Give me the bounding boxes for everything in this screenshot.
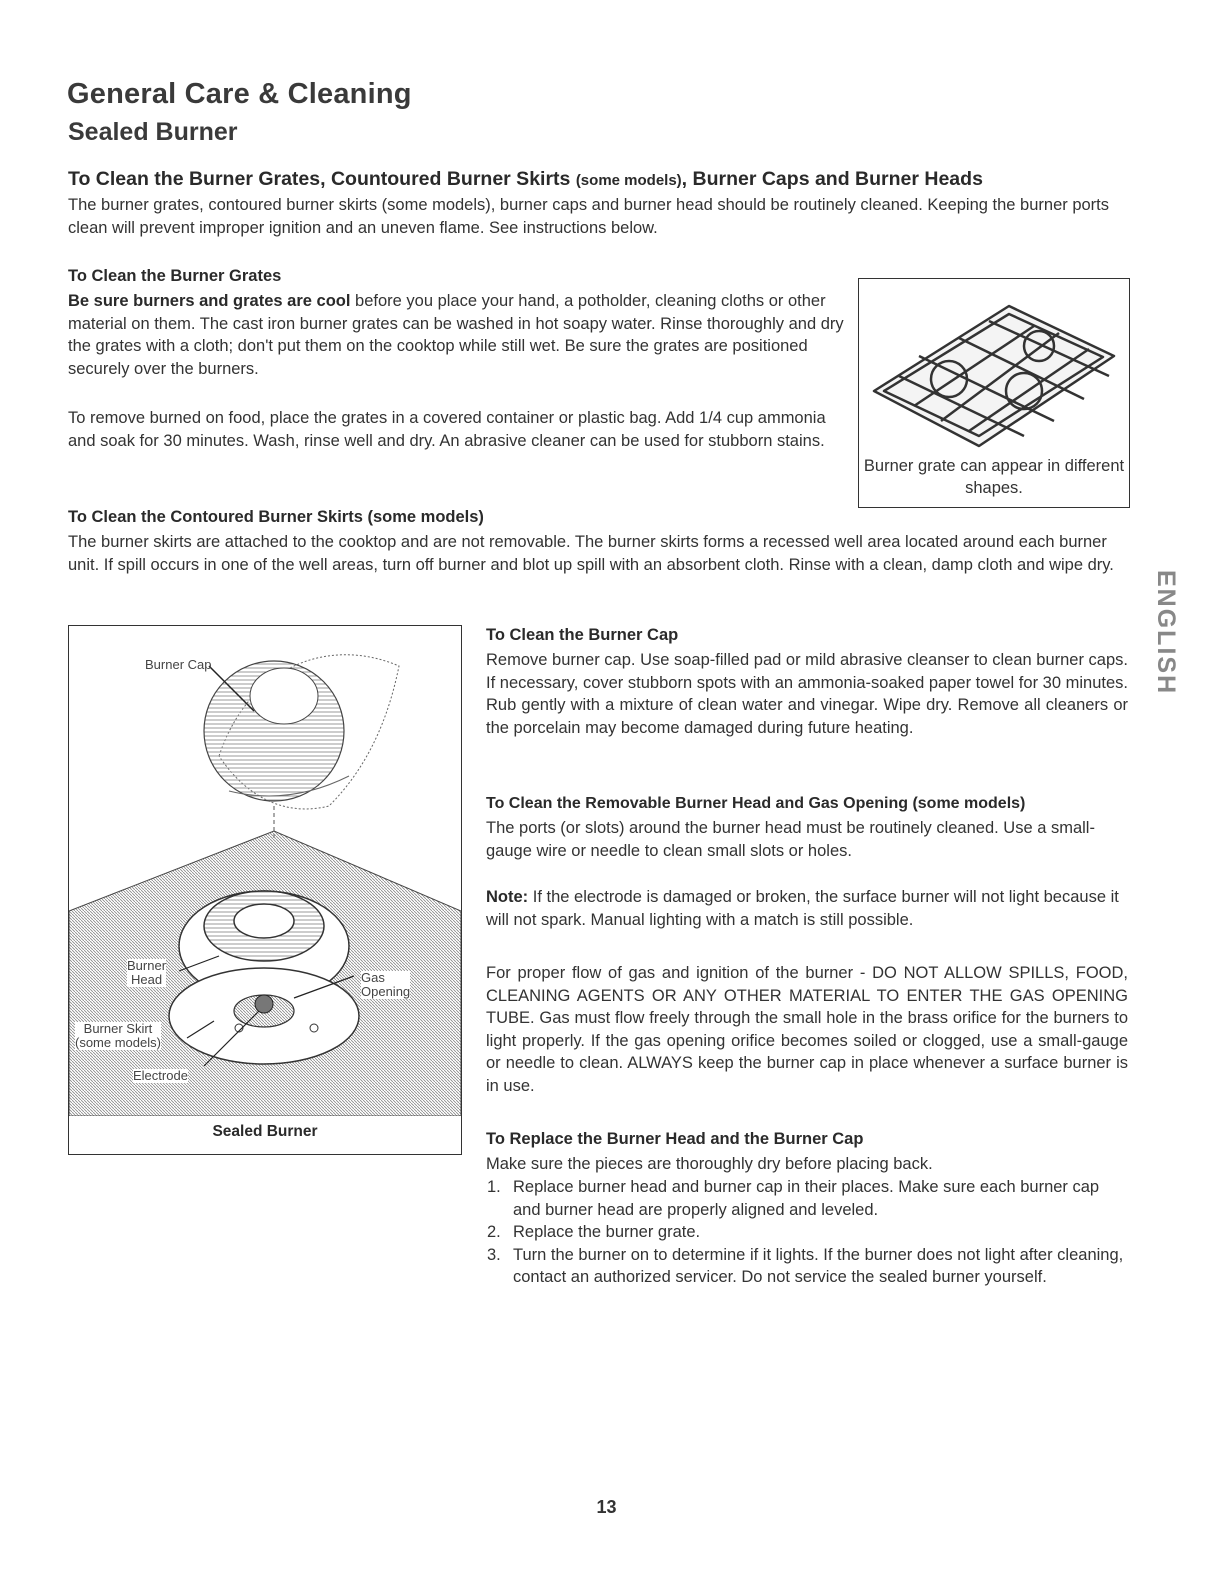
- step-3: [486, 1244, 1128, 1289]
- main-heading-start: To Clean the Burner Grates, Countoured Burner Skirts: [68, 168, 571, 190]
- cap-paragraph: Remove burner cap. Use soap-filled pad or mild abrasive cleanser to clean burner caps. If necessary, cover stubborn spots with an ammonia-soaked paper towel for 30 minutes. Rub gently with a mixture of clean water and vinegar. Wipe dry. Remove all cleaners or the porcelain may become damaged during future heating.: [486, 651, 1128, 737]
- label-electrode: Electrode: [133, 1068, 188, 1083]
- label-burner-cap: Burner Cap: [145, 657, 212, 672]
- step-2-number: 2.: [487, 1223, 501, 1241]
- label-burner-head-2: Head: [130, 972, 163, 987]
- skirts-paragraph: The burner skirts are attached to the cooktop and are not removable. The burner skirts forms a recessed well area located around each burner unit. If spill occurs in one of the well areas, turn off burner and blot up spill with an absorbent cloth. Rinse with a clean, damp cloth and wipe dry.: [68, 533, 1114, 574]
- head-heading: To Clean the Removable Burner Head and Gas Opening (some models): [486, 795, 1026, 812]
- label-burner-head: [127, 959, 166, 987]
- page-number: 13: [596, 1497, 617, 1517]
- sealed-burner-figure: [68, 625, 462, 1155]
- label-gas-1: Gas: [361, 970, 385, 985]
- burner-grate-illustration: [859, 281, 1129, 451]
- intro-paragraph: The burner grates, contoured burner skirts (some models), burner caps and burner head should be routinely cleaned. Keeping the burner ports clean will prevent improper ignition and an uneven flame. See instructions below.: [68, 196, 1110, 237]
- skirts-heading: To Clean the Contoured Burner Skirts (some models): [68, 508, 484, 526]
- label-skirt-2: (some models): [75, 1035, 161, 1050]
- label-gas-2: Opening: [361, 984, 411, 999]
- grates-heading: To Clean the Burner Grates: [68, 267, 282, 285]
- main-heading: [68, 168, 983, 191]
- note-label: Note:: [486, 888, 529, 906]
- replace-steps: [486, 1176, 1128, 1289]
- cap-heading: To Clean the Burner Cap: [486, 626, 679, 644]
- step-1: [486, 1176, 1128, 1221]
- grate-figure: [858, 278, 1130, 508]
- page-title: General Care & Cleaning: [67, 78, 412, 110]
- label-burner-skirt: [75, 1022, 161, 1050]
- step-1-text: Replace burner head and burner cap in their places. Make sure each burner cap and burner head are properly aligned and leveled.: [513, 1178, 1100, 1219]
- replace-intro: Make sure the pieces are thoroughly dry before placing back.: [486, 1155, 933, 1173]
- step-3-text: Turn the burner on to determine if it lights. If the burner does not light after cleaning, contact an authorized servicer. Do not service the sealed burner yourself.: [513, 1245, 1124, 1286]
- label-burner-head-1: Burner: [127, 958, 167, 973]
- main-heading-end: , Burner Caps and Burner Heads: [681, 168, 983, 190]
- grates-paragraph-2: To remove burned on food, place the grates in a covered container or plastic bag. Add 1/4 cup ammonia and soak for 30 minutes. Wash, rinse well and dry. An abrasive cleaner can be used for stubborn stains.: [68, 409, 826, 450]
- main-heading-small: (some models): [575, 172, 682, 189]
- flow-paragraph: For proper flow of gas and ignition of the burner - DO NOT ALLOW SPILLS, FOOD, CLEANING AGENTS OR ANY OTHER MATERIAL TO ENTER THE GAS OPENING TUBE. Gas must flow freely through the small hole in the brass orifice for the burners to light properly. If the gas opening orifice becomes soiled or clogged, use a small-gauge or needle to clean. ALWAYS keep the burner cap in place whenever a surface burner is in use.: [486, 964, 1128, 1095]
- section-title: Sealed Burner: [68, 118, 238, 146]
- note-paragraph: [486, 886, 1128, 931]
- step-2-text: Replace the burner grate.: [513, 1223, 701, 1241]
- replace-heading: To Replace the Burner Head and the Burner Cap: [486, 1130, 864, 1148]
- grates-lead: Be sure burners and grates are cool: [68, 292, 351, 310]
- grates-paragraph-1: [68, 290, 846, 380]
- grate-caption: Burner grate can appear in different shapes.: [863, 457, 1125, 497]
- step-2: [486, 1221, 1128, 1244]
- step-3-number: 3.: [487, 1245, 501, 1264]
- label-gas-opening: [361, 971, 410, 999]
- grates-text: before you place your hand, a potholder, cleaning cloths or other material on them. The cast iron burner grates can be washed in hot soapy water. Rinse thoroughly and dry the grates with a cloth; don't put them on the cooktop while still wet. Be sure the grates are positioned securely over the burners.: [68, 292, 844, 378]
- label-skirt-1: Burner Skirt: [83, 1021, 153, 1036]
- sealed-burner-caption: Sealed Burner: [212, 1123, 318, 1140]
- language-tab: ENGLISH: [1152, 570, 1180, 696]
- step-1-number: 1.: [487, 1178, 501, 1196]
- note-text: If the electrode is damaged or broken, the surface burner will not light because it will not spark. Manual lighting with a match is still possible.: [486, 888, 1119, 929]
- head-paragraph: The ports (or slots) around the burner head must be routinely cleaned. Use a small-gauge wire or needle to clean small slots or holes.: [486, 819, 1095, 860]
